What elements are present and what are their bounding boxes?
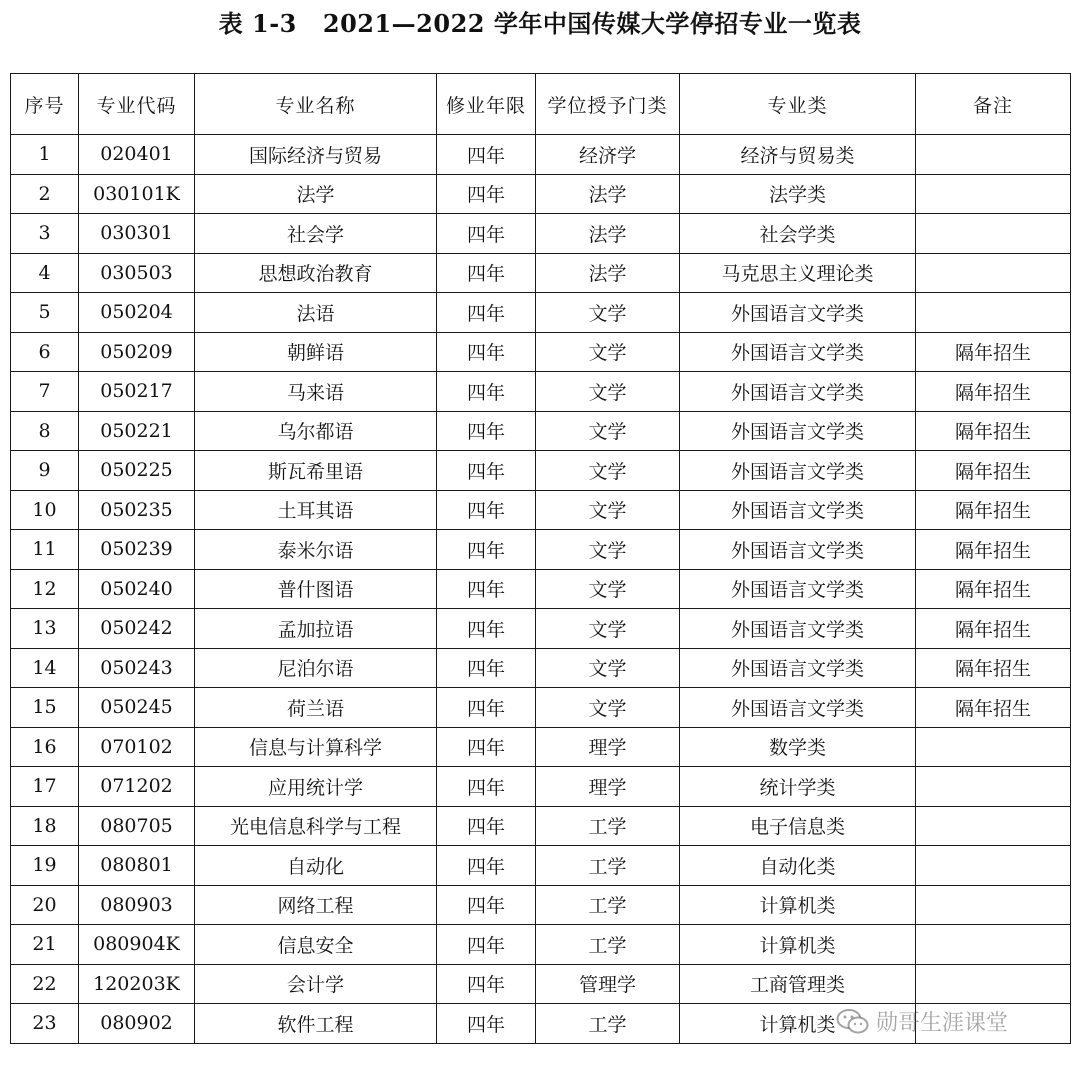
cell-degree: 经济学 bbox=[536, 135, 680, 175]
cell-major-name: 马来语 bbox=[195, 372, 437, 412]
cell-code: 050240 bbox=[79, 569, 195, 609]
cell-degree: 管理学 bbox=[536, 964, 680, 1004]
cell-code: 030101K bbox=[79, 174, 195, 214]
table-title-text: 2021—2022 学年中国传媒大学停招专业一览表 bbox=[322, 9, 862, 38]
cell-index: 3 bbox=[11, 214, 79, 254]
cell-degree: 文学 bbox=[536, 688, 680, 728]
cell-index: 6 bbox=[11, 332, 79, 372]
cell-index: 12 bbox=[11, 569, 79, 609]
cell-code: 050221 bbox=[79, 411, 195, 451]
table-row bbox=[11, 174, 1071, 214]
cell-code: 020401 bbox=[79, 135, 195, 175]
cell-duration: 四年 bbox=[437, 490, 536, 530]
cell-duration: 四年 bbox=[437, 806, 536, 846]
cell-index: 14 bbox=[11, 648, 79, 688]
cell-duration: 四年 bbox=[437, 925, 536, 965]
cell-category: 外国语言文学类 bbox=[680, 451, 916, 491]
cell-remarks: 隔年招生 bbox=[916, 648, 1071, 688]
cell-degree: 理学 bbox=[536, 727, 680, 767]
table-body bbox=[11, 135, 1071, 1044]
cell-category: 外国语言文学类 bbox=[680, 293, 916, 333]
cell-remarks bbox=[916, 925, 1071, 965]
header-duration: 修业年限 bbox=[437, 74, 536, 135]
header-row bbox=[11, 74, 1071, 135]
table-title bbox=[0, 6, 1080, 42]
cell-index: 11 bbox=[11, 530, 79, 570]
cell-major-name: 自动化 bbox=[195, 846, 437, 886]
header-index: 序号 bbox=[11, 74, 79, 135]
cell-code: 070102 bbox=[79, 727, 195, 767]
cell-category: 法学类 bbox=[680, 174, 916, 214]
table-row bbox=[11, 964, 1071, 1004]
watermark bbox=[836, 1006, 1008, 1037]
cell-index: 4 bbox=[11, 253, 79, 293]
table-row bbox=[11, 490, 1071, 530]
table-row bbox=[11, 767, 1071, 807]
majors-table bbox=[10, 73, 1071, 1044]
cell-major-name: 普什图语 bbox=[195, 569, 437, 609]
cell-index: 19 bbox=[11, 846, 79, 886]
cell-category: 经济与贸易类 bbox=[680, 135, 916, 175]
cell-major-name: 泰米尔语 bbox=[195, 530, 437, 570]
cell-remarks bbox=[916, 293, 1071, 333]
table-row bbox=[11, 451, 1071, 491]
cell-code: 050243 bbox=[79, 648, 195, 688]
cell-index: 16 bbox=[11, 727, 79, 767]
table-row bbox=[11, 253, 1071, 293]
cell-code: 030301 bbox=[79, 214, 195, 254]
cell-category: 外国语言文学类 bbox=[680, 609, 916, 649]
cell-remarks bbox=[916, 846, 1071, 886]
cell-duration: 四年 bbox=[437, 411, 536, 451]
cell-code: 050235 bbox=[79, 490, 195, 530]
cell-remarks bbox=[916, 253, 1071, 293]
cell-duration: 四年 bbox=[437, 846, 536, 886]
cell-index: 18 bbox=[11, 806, 79, 846]
cell-code: 030503 bbox=[79, 253, 195, 293]
cell-duration: 四年 bbox=[437, 727, 536, 767]
cell-degree: 文学 bbox=[536, 569, 680, 609]
cell-index: 17 bbox=[11, 767, 79, 807]
cell-major-name: 法学 bbox=[195, 174, 437, 214]
header-major-name: 专业名称 bbox=[195, 74, 437, 135]
cell-degree: 工学 bbox=[536, 885, 680, 925]
cell-index: 20 bbox=[11, 885, 79, 925]
cell-duration: 四年 bbox=[437, 135, 536, 175]
header-remarks: 备注 bbox=[916, 74, 1071, 135]
cell-major-name: 网络工程 bbox=[195, 885, 437, 925]
table-row bbox=[11, 214, 1071, 254]
cell-remarks: 隔年招生 bbox=[916, 451, 1071, 491]
table-row bbox=[11, 135, 1071, 175]
table-row bbox=[11, 372, 1071, 412]
cell-duration: 四年 bbox=[437, 530, 536, 570]
cell-major-name: 信息与计算科学 bbox=[195, 727, 437, 767]
cell-major-name: 信息安全 bbox=[195, 925, 437, 965]
cell-major-name: 光电信息科学与工程 bbox=[195, 806, 437, 846]
table-row bbox=[11, 727, 1071, 767]
cell-duration: 四年 bbox=[437, 332, 536, 372]
cell-major-name: 乌尔都语 bbox=[195, 411, 437, 451]
cell-major-name: 斯瓦希里语 bbox=[195, 451, 437, 491]
table-row bbox=[11, 411, 1071, 451]
cell-category: 外国语言文学类 bbox=[680, 648, 916, 688]
cell-code: 050239 bbox=[79, 530, 195, 570]
cell-index: 23 bbox=[11, 1004, 79, 1044]
cell-degree: 法学 bbox=[536, 253, 680, 293]
cell-remarks bbox=[916, 964, 1071, 1004]
table-row bbox=[11, 806, 1071, 846]
cell-category: 数学类 bbox=[680, 727, 916, 767]
cell-remarks: 隔年招生 bbox=[916, 332, 1071, 372]
cell-index: 2 bbox=[11, 174, 79, 214]
cell-duration: 四年 bbox=[437, 964, 536, 1004]
cell-code: 120203K bbox=[79, 964, 195, 1004]
cell-degree: 文学 bbox=[536, 490, 680, 530]
watermark-text: 勋哥生涯课堂 bbox=[876, 1011, 1009, 1036]
cell-code: 071202 bbox=[79, 767, 195, 807]
cell-category: 外国语言文学类 bbox=[680, 372, 916, 412]
cell-degree: 理学 bbox=[536, 767, 680, 807]
cell-duration: 四年 bbox=[437, 609, 536, 649]
table-row bbox=[11, 846, 1071, 886]
cell-major-name: 社会学 bbox=[195, 214, 437, 254]
cell-category: 电子信息类 bbox=[680, 806, 916, 846]
cell-duration: 四年 bbox=[437, 214, 536, 254]
header-degree: 学位授予门类 bbox=[536, 74, 680, 135]
cell-major-name: 土耳其语 bbox=[195, 490, 437, 530]
cell-code: 080902 bbox=[79, 1004, 195, 1044]
cell-remarks: 隔年招生 bbox=[916, 609, 1071, 649]
cell-major-name: 国际经济与贸易 bbox=[195, 135, 437, 175]
cell-degree: 文学 bbox=[536, 530, 680, 570]
cell-major-name: 尼泊尔语 bbox=[195, 648, 437, 688]
cell-code: 080705 bbox=[79, 806, 195, 846]
table-row bbox=[11, 609, 1071, 649]
cell-index: 8 bbox=[11, 411, 79, 451]
cell-remarks bbox=[916, 727, 1071, 767]
cell-major-name: 荷兰语 bbox=[195, 688, 437, 728]
cell-duration: 四年 bbox=[437, 569, 536, 609]
table-row bbox=[11, 293, 1071, 333]
cell-duration: 四年 bbox=[437, 885, 536, 925]
cell-major-name: 应用统计学 bbox=[195, 767, 437, 807]
cell-degree: 文学 bbox=[536, 332, 680, 372]
cell-category: 外国语言文学类 bbox=[680, 490, 916, 530]
table-row bbox=[11, 688, 1071, 728]
cell-code: 050225 bbox=[79, 451, 195, 491]
cell-duration: 四年 bbox=[437, 451, 536, 491]
cell-category: 外国语言文学类 bbox=[680, 332, 916, 372]
cell-index: 7 bbox=[11, 372, 79, 412]
table-row bbox=[11, 332, 1071, 372]
cell-code: 050217 bbox=[79, 372, 195, 412]
cell-index: 13 bbox=[11, 609, 79, 649]
cell-category: 外国语言文学类 bbox=[680, 569, 916, 609]
cell-major-name: 思想政治教育 bbox=[195, 253, 437, 293]
cell-code: 080903 bbox=[79, 885, 195, 925]
cell-major-name: 孟加拉语 bbox=[195, 609, 437, 649]
cell-index: 5 bbox=[11, 293, 79, 333]
header-code: 专业代码 bbox=[79, 74, 195, 135]
cell-duration: 四年 bbox=[437, 253, 536, 293]
cell-category: 计算机类 bbox=[680, 885, 916, 925]
cell-degree: 文学 bbox=[536, 372, 680, 412]
cell-category: 马克思主义理论类 bbox=[680, 253, 916, 293]
cell-remarks bbox=[916, 767, 1071, 807]
cell-category: 外国语言文学类 bbox=[680, 530, 916, 570]
table-row bbox=[11, 648, 1071, 688]
cell-degree: 文学 bbox=[536, 293, 680, 333]
cell-code: 050245 bbox=[79, 688, 195, 728]
cell-code: 050204 bbox=[79, 293, 195, 333]
cell-category: 外国语言文学类 bbox=[680, 411, 916, 451]
cell-remarks bbox=[916, 806, 1071, 846]
cell-remarks: 隔年招生 bbox=[916, 411, 1071, 451]
cell-major-name: 朝鲜语 bbox=[195, 332, 437, 372]
cell-remarks: 隔年招生 bbox=[916, 490, 1071, 530]
table-row bbox=[11, 569, 1071, 609]
cell-duration: 四年 bbox=[437, 1004, 536, 1044]
cell-degree: 文学 bbox=[536, 648, 680, 688]
cell-duration: 四年 bbox=[437, 688, 536, 728]
cell-major-name: 软件工程 bbox=[195, 1004, 437, 1044]
cell-degree: 文学 bbox=[536, 451, 680, 491]
cell-category: 社会学类 bbox=[680, 214, 916, 254]
cell-degree: 工学 bbox=[536, 846, 680, 886]
cell-remarks bbox=[916, 885, 1071, 925]
cell-duration: 四年 bbox=[437, 767, 536, 807]
cell-major-name: 会计学 bbox=[195, 964, 437, 1004]
cell-duration: 四年 bbox=[437, 174, 536, 214]
cell-index: 15 bbox=[11, 688, 79, 728]
cell-remarks: 隔年招生 bbox=[916, 372, 1071, 412]
cell-category: 计算机类 bbox=[680, 925, 916, 965]
cell-index: 10 bbox=[11, 490, 79, 530]
table-number: 表 1-3 bbox=[218, 9, 297, 38]
cell-code: 050209 bbox=[79, 332, 195, 372]
wechat-icon bbox=[836, 1008, 870, 1036]
header-category: 专业类 bbox=[680, 74, 916, 135]
cell-remarks: 隔年招生 bbox=[916, 530, 1071, 570]
cell-index: 22 bbox=[11, 964, 79, 1004]
cell-remarks: 隔年招生 bbox=[916, 569, 1071, 609]
table-row bbox=[11, 925, 1071, 965]
cell-degree: 文学 bbox=[536, 411, 680, 451]
cell-remarks bbox=[916, 174, 1071, 214]
cell-major-name: 法语 bbox=[195, 293, 437, 333]
cell-remarks bbox=[916, 214, 1071, 254]
cell-category: 自动化类 bbox=[680, 846, 916, 886]
table-row bbox=[11, 885, 1071, 925]
cell-category: 计算机类 bbox=[680, 1004, 916, 1044]
cell-degree: 法学 bbox=[536, 214, 680, 254]
cell-index: 1 bbox=[11, 135, 79, 175]
cell-index: 9 bbox=[11, 451, 79, 491]
cell-code: 080904K bbox=[79, 925, 195, 965]
cell-index: 21 bbox=[11, 925, 79, 965]
cell-degree: 工学 bbox=[536, 1004, 680, 1044]
cell-duration: 四年 bbox=[437, 372, 536, 412]
cell-degree: 工学 bbox=[536, 925, 680, 965]
cell-degree: 法学 bbox=[536, 174, 680, 214]
cell-remarks bbox=[916, 135, 1071, 175]
cell-code: 050242 bbox=[79, 609, 195, 649]
cell-category: 工商管理类 bbox=[680, 964, 916, 1004]
cell-category: 统计学类 bbox=[680, 767, 916, 807]
cell-duration: 四年 bbox=[437, 293, 536, 333]
cell-category: 外国语言文学类 bbox=[680, 688, 916, 728]
cell-code: 080801 bbox=[79, 846, 195, 886]
cell-degree: 文学 bbox=[536, 609, 680, 649]
table-row bbox=[11, 530, 1071, 570]
cell-degree: 工学 bbox=[536, 806, 680, 846]
cell-remarks: 隔年招生 bbox=[916, 688, 1071, 728]
cell-duration: 四年 bbox=[437, 648, 536, 688]
